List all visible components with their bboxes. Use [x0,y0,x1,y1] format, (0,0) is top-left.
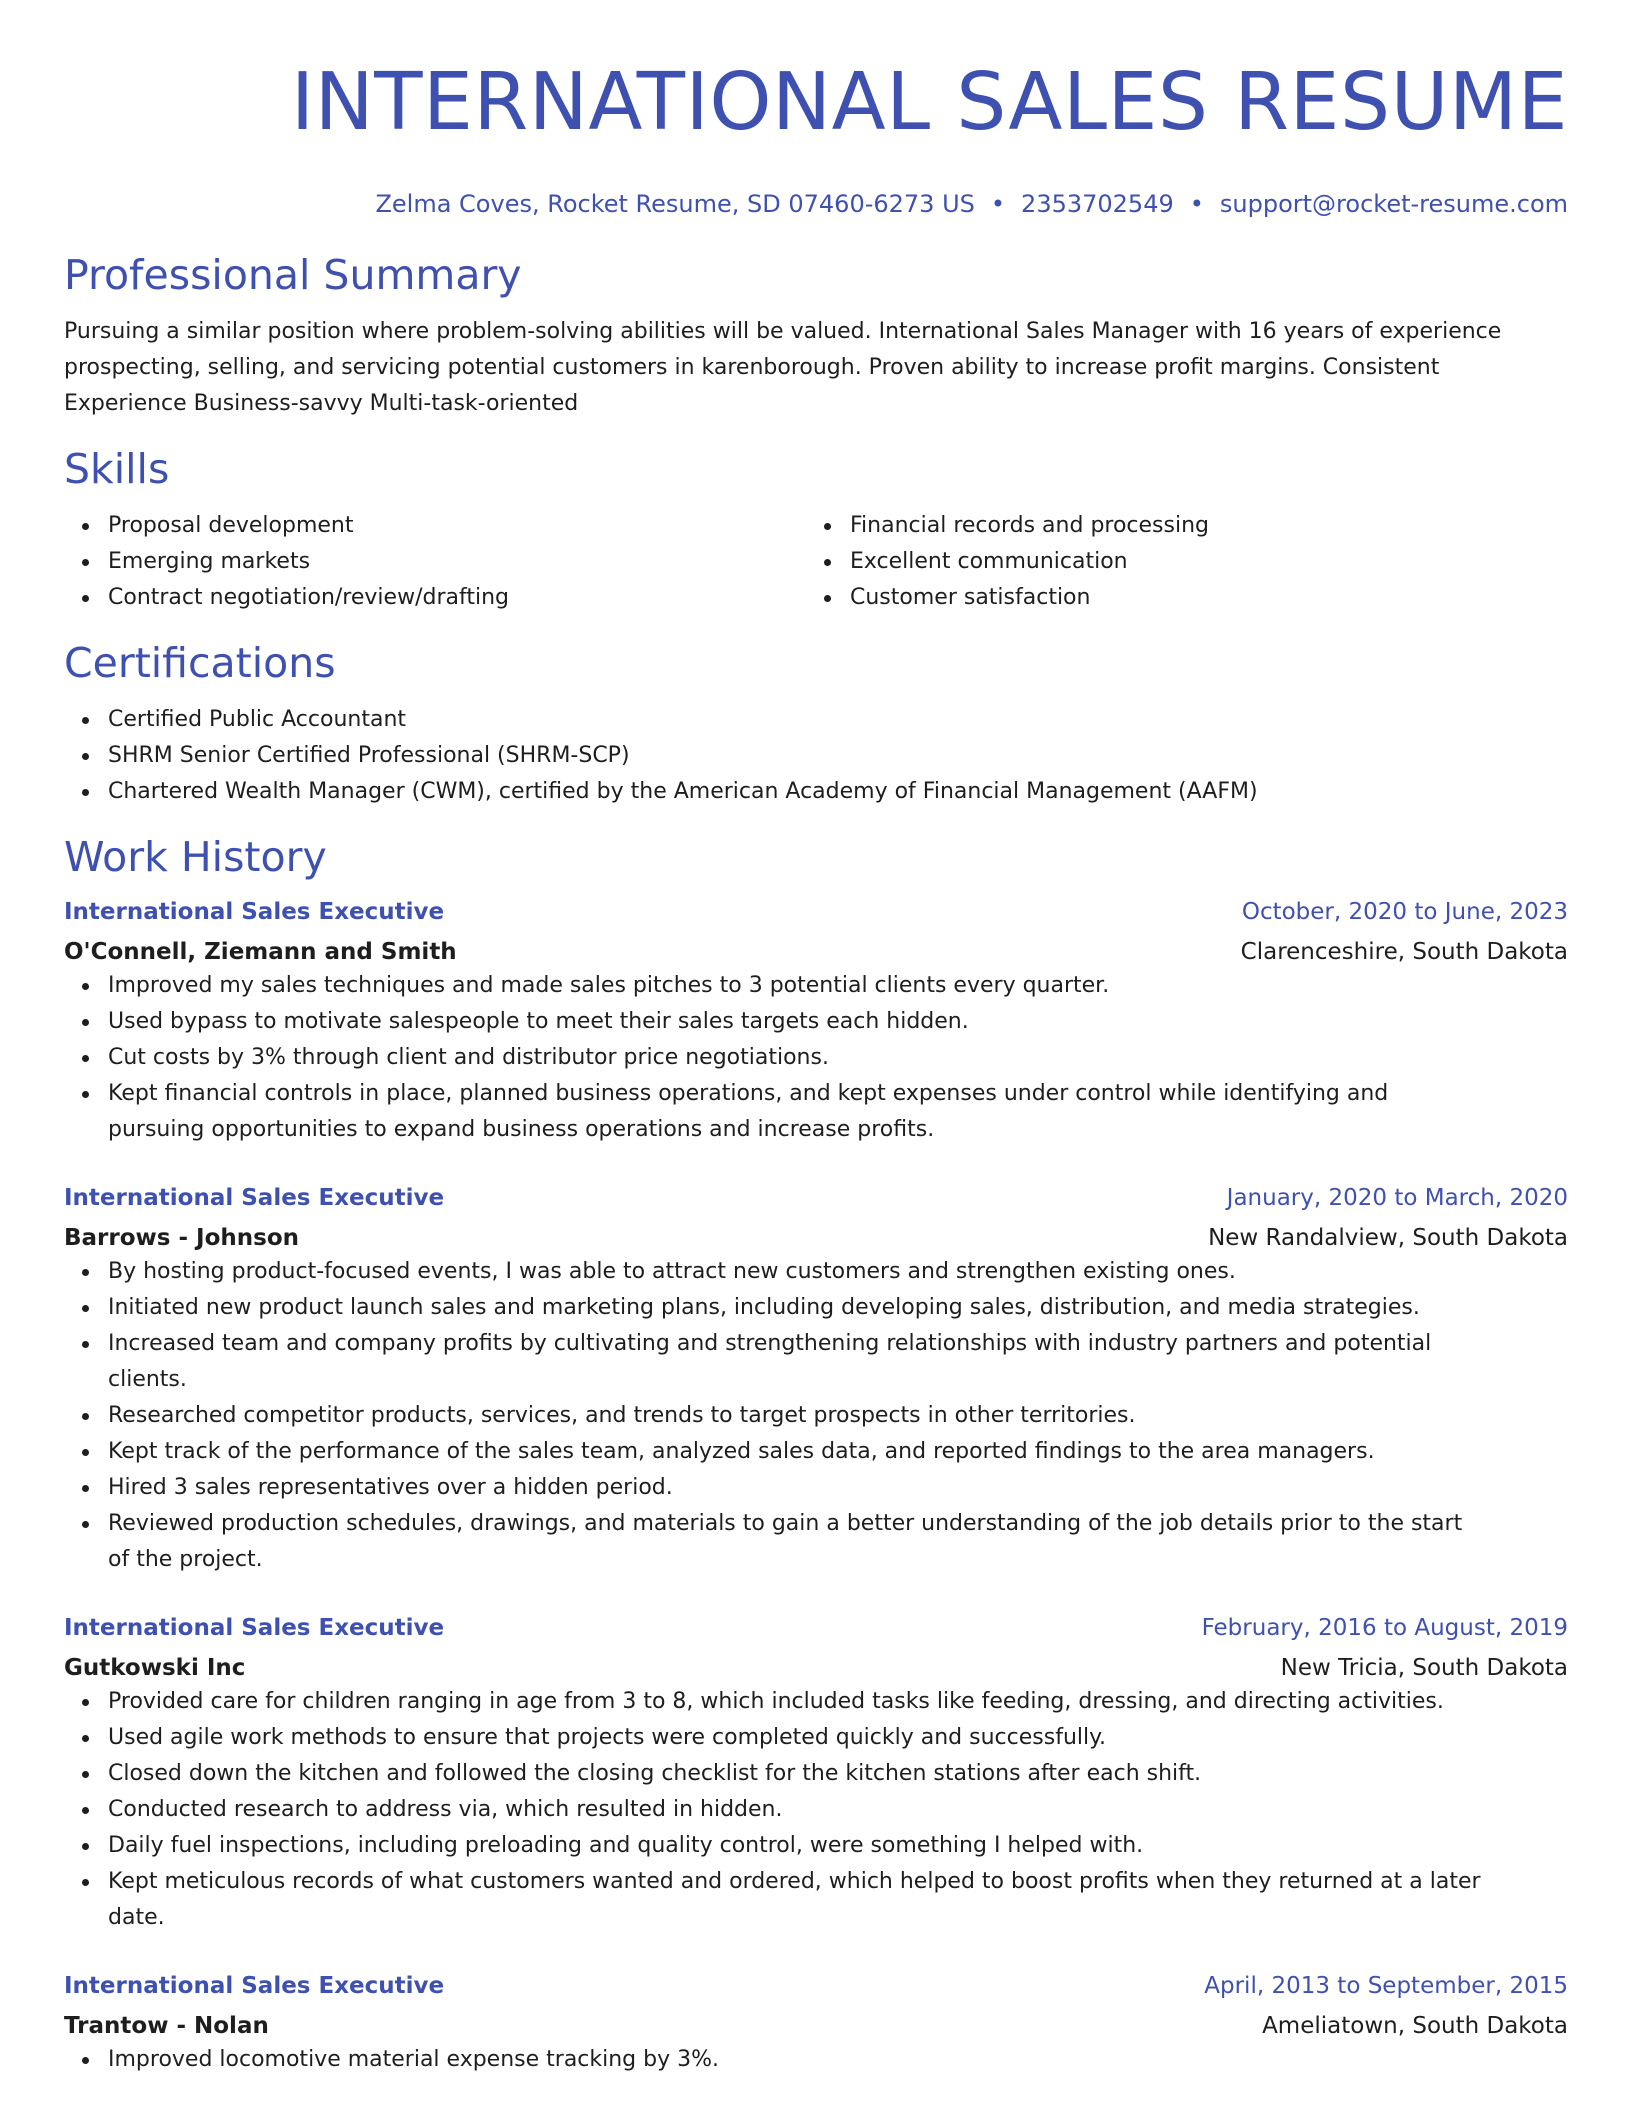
job-location: New Randalview, South Dakota [1208,1225,1568,1251]
job-entry [64,1970,1568,2078]
job-entry [64,1612,1568,1936]
job-bullet: By hosting product-focused events, I was able to attract new customers and strengthen existing ones. [108,1254,1568,1290]
skill-item: Proposal development [108,508,806,544]
job-subheader [64,1652,1568,1684]
job-bullet: Improved my sales techniques and made sales pitches to 3 potential clients every quarter. [108,968,1568,1004]
certification-item: Certified Public Accountant [108,702,1568,738]
skills-section [64,444,1568,616]
job-bullets [64,968,1568,1148]
job-location: Clarenceshire, South Dakota [1240,939,1568,965]
job-subheader [64,936,1568,968]
certification-item: Chartered Wealth Manager (CWM), certified by the American Academy of Financial Management (AAFM) [108,774,1568,810]
job-entry [64,1182,1568,1578]
work-history-heading: Work History [64,833,327,881]
job-location: Ameliatown, South Dakota [1262,2013,1568,2039]
job-bullets [64,1684,1568,1936]
job-bullet: Kept financial controls in place, planned business operations, and kept expenses under control while identifying and pursuing opportunities to expand business operations and increase profits. [108,1076,1568,1148]
job-bullet: Cut costs by 3% through client and distributor price negotiations. [108,1040,1568,1076]
job-bullet: Improved locomotive material expense tracking by 3%. [108,2042,1568,2078]
job-header [64,1612,1568,1644]
job-header [64,1970,1568,2002]
certification-item: SHRM Senior Certified Professional (SHRM-SCP) [108,738,1568,774]
certifications-list [64,702,1568,810]
job-company: Gutkowski Inc [64,1655,246,1681]
job-bullet: Used bypass to motivate salespeople to meet their sales targets each hidden. [108,1004,1568,1040]
job-bullet: Used agile work methods to ensure that projects were completed quickly and successfully. [108,1720,1568,1756]
job-bullet: Initiated new product launch sales and marketing plans, including developing sales, distribution, and media strategies. [108,1290,1568,1326]
job-bullet: Hired 3 sales representatives over a hidden period. [108,1470,1568,1506]
job-title: International Sales Executive [64,1973,445,1999]
skills-column-left [64,508,806,616]
skills-list-right [806,508,1548,616]
contact-phone: 2353702549 [1021,190,1174,218]
work-history-section [64,832,1568,2078]
contact-separator: • [990,190,1006,218]
job-bullet: Reviewed production schedules, drawings, and materials to gain a better understanding of the job details prior to the start of the project. [108,1506,1568,1578]
job-dates: April, 2013 to September, 2015 [1204,1973,1568,1999]
job-header [64,1182,1568,1214]
skill-item: Financial records and processing [850,508,1548,544]
job-bullet: Kept track of the performance of the sales team, analyzed sales data, and reported findings to the area managers. [108,1434,1568,1470]
job-title: International Sales Executive [64,1185,445,1211]
contact-line [64,188,1568,220]
job-bullets [64,1254,1568,1578]
job-bullet: Kept meticulous records of what customers wanted and ordered, which helped to boost profits when they returned at a later date. [108,1864,1568,1936]
job-bullet: Researched competitor products, services, and trends to target prospects in other territories. [108,1398,1568,1434]
job-entry [64,896,1568,1148]
certifications-section [64,638,1568,810]
job-title: International Sales Executive [64,1615,445,1641]
job-company: Barrows - Johnson [64,1225,300,1251]
contact-separator: • [1189,190,1204,218]
job-bullet: Conducted research to address via, which resulted in hidden. [108,1792,1568,1828]
contact-address: Zelma Coves, Rocket Resume, SD 07460-6273 US [375,190,975,218]
contact-email[interactable]: support@rocket-resume.com [1219,190,1568,218]
summary-heading: Professional Summary [64,251,522,299]
job-subheader [64,1222,1568,1254]
resume-title: INTERNATIONAL SALES RESUME [290,56,1568,148]
skills-list-left [64,508,806,616]
job-header [64,896,1568,928]
job-dates: October, 2020 to June, 2023 [1241,899,1568,925]
job-location: New Tricia, South Dakota [1280,1655,1568,1681]
job-bullet: Provided care for children ranging in age from 3 to 8, which included tasks like feeding, dressing, and directing activities. [108,1684,1568,1720]
job-company: O'Connell, Ziemann and Smith [64,939,457,965]
skills-heading: Skills [64,445,170,493]
skill-item: Customer satisfaction [850,580,1548,616]
job-bullet: Closed down the kitchen and followed the closing checklist for the kitchen stations after each shift. [108,1756,1568,1792]
job-bullets [64,2042,1568,2078]
job-subheader [64,2010,1568,2042]
job-dates: February, 2016 to August, 2019 [1201,1615,1568,1641]
job-bullet: Daily fuel inspections, including preloading and quality control, were something I helped with. [108,1828,1568,1864]
summary-section [64,250,1568,422]
job-title: International Sales Executive [64,899,445,925]
skills-grid [64,508,1568,616]
skill-item: Excellent communication [850,544,1548,580]
skill-item: Emerging markets [108,544,806,580]
job-dates: January, 2020 to March, 2020 [1226,1185,1568,1211]
skill-item: Contract negotiation/review/drafting [108,580,806,616]
certifications-heading: Certifications [64,639,336,687]
summary-text: Pursuing a similar position where problem-solving abilities will be valued. International Sales Manager with 16 years of experience prospecting, selling, and servicing potential customers in karenborough. Proven ability to increase profit margins. Consistent Experience Business-savvy Multi-task-oriented [64,319,1502,416]
job-company: Trantow - Nolan [64,2013,269,2039]
job-bullet: Increased team and company profits by cultivating and strengthening relationships with industry partners and potential clients. [108,1326,1568,1398]
skills-column-right [806,508,1548,616]
